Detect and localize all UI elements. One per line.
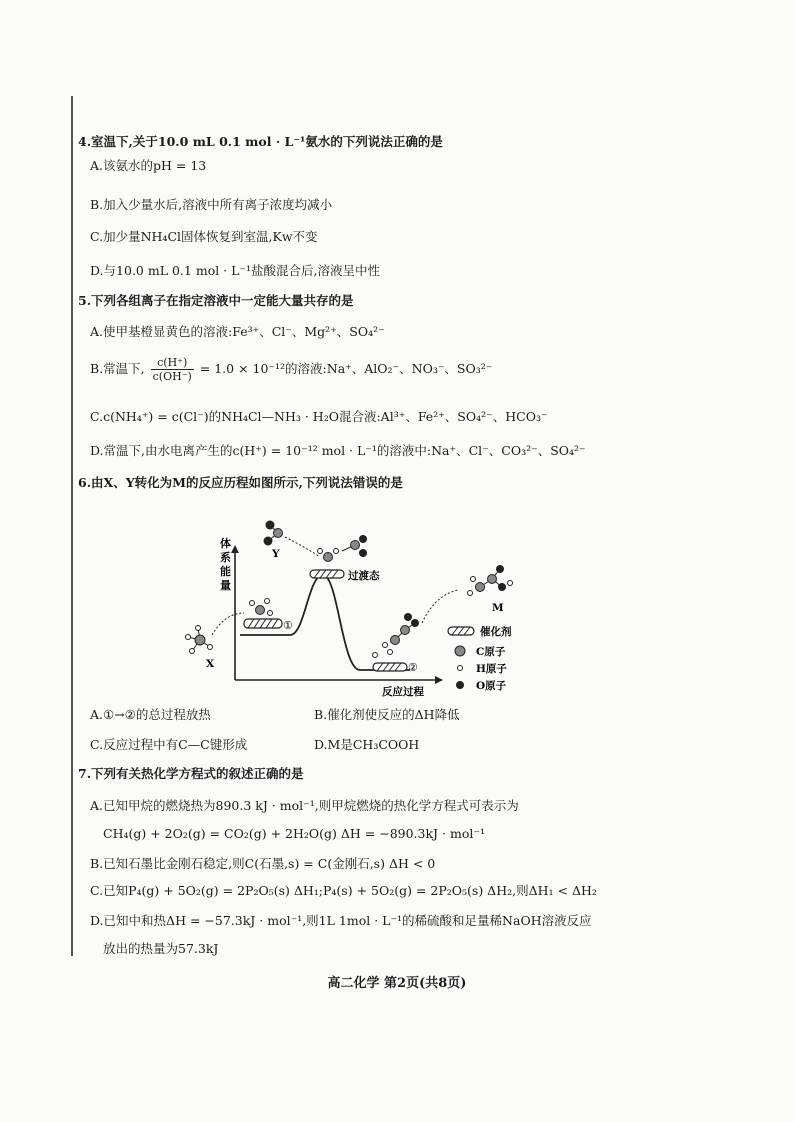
catalyst-pad-2: [373, 663, 407, 671]
arrow-m: [422, 590, 458, 623]
y-axis-label-2: 系: [220, 551, 231, 564]
legend-h: H原子: [476, 663, 507, 675]
q7-option-d-line1: D.已知中和热ΔH = −57.3kJ · mol⁻¹,则1L 1mol · L⁻¹的稀硫酸和足量稀NaOH溶液反应: [90, 913, 592, 928]
legend-o: O原子: [476, 680, 507, 692]
x-axis-label: 反应过程: [382, 686, 424, 698]
legend-o-swatch: [456, 681, 464, 689]
q4-option-d: D.与10.0 mL 0.1 mol · L⁻¹盐酸混合后,溶液呈中性: [90, 263, 381, 278]
q6-option-a: A.①→②的总过程放热: [90, 707, 211, 722]
molecule-m: [468, 565, 513, 596]
x-axis-arrow: [435, 676, 443, 684]
label-m: M: [492, 602, 504, 614]
mark-1: ①: [283, 619, 293, 632]
legend-c-swatch: [455, 646, 465, 656]
catalyst-pad-1: [244, 619, 282, 628]
q7-option-d-line2: 放出的热量为57.3kJ: [103, 941, 219, 956]
y-axis-arrow: [231, 545, 239, 553]
transition-label: 过渡态: [348, 570, 380, 582]
legend-catalyst-swatch: [448, 627, 474, 635]
transition-molecule: [318, 535, 368, 562]
label-y: Y: [272, 548, 280, 560]
q4-option-c: C.加少量NH₄Cl固体恢复到室温,Kw不变: [90, 229, 318, 244]
adsorbed-molecule-1: [250, 599, 273, 616]
label-x: X: [206, 658, 215, 670]
q7-option-b: B.已知石墨比金刚石稳定,则C(石墨,s) = C(金刚石,s) ΔH < 0: [90, 856, 436, 871]
catalyst-pad-transition: [310, 570, 344, 578]
y-axis-label-4: 量: [220, 579, 231, 592]
q7-stem: 7.下列有关热化学方程式的叙述正确的是: [78, 766, 304, 781]
q7-option-c: C.已知P₄(g) + 5O₂(g) = 2P₂O₅(s) ΔH₁;P₄(s) + 5O₂(g) = 2P₂O₅(s) ΔH₂,则ΔH₁ < ΔH₂: [90, 883, 597, 898]
q5-fraction-numerator: c(H⁺): [151, 356, 194, 370]
q5-option-b: [90, 356, 492, 383]
arrow-y: [285, 537, 320, 557]
mark-2: ②: [408, 661, 418, 674]
q4-stem: 4.室温下,关于10.0 mL 0.1 mol · L⁻¹氨水的下列说法正确的是: [78, 134, 443, 149]
q6-option-d: D.M是CH₃COOH: [314, 737, 420, 752]
q5-option-b-prefix: B.常温下,: [90, 361, 145, 376]
q5-option-b-suffix: = 1.0 × 10⁻¹²的溶液:Na⁺、AlO₂⁻、NO₃⁻、SO₃²⁻: [199, 361, 493, 376]
molecule-y: [264, 521, 283, 546]
q4-option-a: A.该氨水的pH = 13: [90, 158, 207, 173]
arrow-x: [212, 613, 244, 635]
q5-stem: 5.下列各组离子在指定溶液中一定能大量共存的是: [78, 293, 354, 308]
q6-stem: 6.由X、Y转化为M的反应历程如图所示,下列说法错误的是: [78, 475, 403, 490]
q5-option-a: A.使甲基橙显黄色的溶液:Fe³⁺、Cl⁻、Mg²⁺、SO₄²⁻: [90, 324, 385, 339]
legend-c: C原子: [476, 646, 506, 658]
q7-option-a-line1: A.已知甲烷的燃烧热为890.3 kJ · mol⁻¹,则甲烷燃烧的热化学方程式可表示为: [90, 798, 519, 813]
q5-option-c: C.c(NH₄⁺) = c(Cl⁻)的NH₄Cl—NH₃ · H₂O混合液:Al³⁺、Fe²⁺、SO₄²⁻、HCO₃⁻: [90, 409, 548, 424]
q7-option-a-line2: CH₄(g) + 2O₂(g) = CO₂(g) + 2H₂O(g) ΔH = −890.3kJ · mol⁻¹: [103, 826, 485, 841]
q6-option-c: C.反应过程中有C—C键形成: [90, 737, 248, 752]
legend-h-swatch: [458, 666, 463, 671]
q6-option-b: B.催化剂使反应的ΔH降低: [314, 707, 460, 722]
molecule-x: [186, 626, 213, 654]
legend-catalyst: 催化剂: [480, 626, 512, 638]
q4-option-b: B.加入少量水后,溶液中所有离子浓度均减小: [90, 197, 333, 212]
q5-fraction-denominator: c(OH⁻): [152, 370, 192, 383]
reaction-energy-diagram: [170, 495, 530, 700]
page-footer: 高二化学 第2页(共8页): [327, 976, 467, 991]
q5-option-d: D.常温下,由水电离产生的c(H⁺) = 10⁻¹² mol · L⁻¹的溶液中:Na⁺、Cl⁻、CO₃²⁻、SO₄²⁻: [90, 443, 586, 458]
margin-line: [71, 96, 73, 956]
q5-fraction: [151, 356, 194, 383]
y-axis-label-3: 能: [220, 565, 231, 578]
adsorbed-molecule-2: [373, 613, 420, 658]
y-axis-label-1: 体: [220, 537, 231, 550]
